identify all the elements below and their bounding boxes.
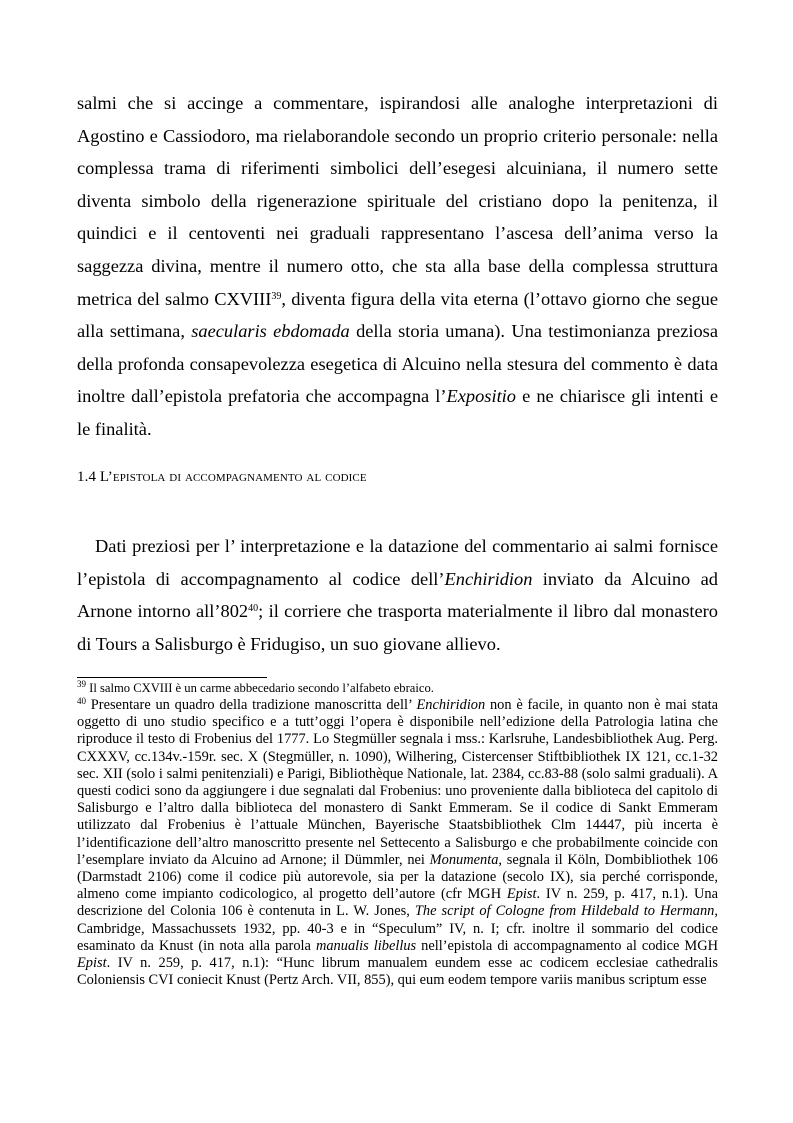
body-paragraph-1: salmi che si accinge a commentare, ispirandosi alle analoghe interpretazioni di Agostino e Cassiodoro, ma rielaborandole secondo un proprio criterio personale: nella complessa trama di riferimenti simbolici dell’esegesi alcuiniana, il numero sette diventa simbolo della rigenerazione spirituale del cristiano dopo la penitenza, il quindici e il centoventi nei graduali rappresentano l’ascesa dell’anima verso la saggezza divina, mentre il numero otto, che sta alla base della complessa struttura metrica del salmo CXVIII$^{39}$, diventa figura della vita eterna (l’ottavo giorno che segue alla settimana, saecularis ebdomada della storia umana). Una testimonianza preziosa della profonda consapevolezza esegetica di Alcuino nella stesura del commento è data inoltre dall’epistola prefatoria che accompagna l’Expositio e ne chiarisce gli intenti e le finalità.	[77, 93, 718, 439]
footnote-ref-40[interactable]: 40	[248, 603, 259, 615]
section-heading: 1.4 L’epistola di accompagnamento al codice	[77, 469, 367, 485]
footnote-39: $^{39}$ Il salmo CXVIII è un carme abbecedario secondo l’alfabeto ebraico.	[77, 679, 434, 695]
footnote-separator	[77, 677, 267, 678]
footnote-ref-39[interactable]: 39	[271, 290, 282, 302]
footnote-40: $^{40}$ Presentare un quadro della tradizione manoscritta dell’ Enchiridion non è facile, in quanto non è mai stata oggetto di uno studio specifico e a tutt’oggi l’opera è disponibile nell’edizione della Patrologia latina che riproduce il testo di Frobenius del 1777. Lo Stegmüller segnala i mss.: Karlsruhe, Landesbibliothek Aug. Perg. CXXXV, cc.134v.-159r. sec. X (Stegmüller, n. 1090), Wilhering, Cistercenser Stiftbibliothek IX 121, cc.1-32 sec. XII (solo i salmi penitenziali) e Parigi, Bibliothèque Nationale, lat. 2384, cc.83-88 (solo salmi graduali). A questi codici sono da aggiungere i due segnalati dal Frobenius: uno proveniente dalla biblioteca del capitolo di Salisburgo e l’altro dalla biblioteca del monastero di Sankt Emmeram. Se il codice di Sankt Emmeram utilizzato dal Frobenius è l’attuale München, Bayerische Staatsbibliothek Clm 14447, più incerta è l’identificazione dell’altro manoscritto presente nel Settecento a Salisburgo e che probabilmente coincide con l’esemplare inviato da Alcuino ad Arnone; il Dümmler, nei Monumenta, segnala il Köln, Dombibliothek 106 (Darmstadt 2106) come il codice più autorevole, sia per la datazione (secolo IX), sia perché corrisponde, almeno come impianto codicologico, al progetto dell’autore (cfr MGH Epist. IV n. 259, p. 417, n.1). Una descrizione del Colonia 106 è contenuta in L. W. Jones, The script of Cologne from Hildebald to Hermann, Cambridge, Massachussets 1932, pp. 40-3 e in “Speculum” IV, n. I; cfr. inoltre il sommario del codice esaminato da Knust (in nota alla parola manualis libellus nell’epistola di accompagnamento al codice MGH Epist. IV n. 259, p. 417, n.1): “Hunc librum manualem eundem esse ac codicem ecclesiae cathedralis Coloniensis CVI coniecit Knust (Pertz Arch. VII, 855), qui eum eodem tempore variis manibus scriptum esse	[77, 696, 719, 989]
body-paragraph-2: Dati preziosi per l’ interpretazione e la datazione del commentario ai salmi fornisce l’epistola di accompagnamento al codice dell’Enchiridion inviato da Alcuino ad Arnone intorno $all’802^{40}$; il corriere che trasporta materialmente il libro dal monastero di Tours a Salisburgo è Fridugiso, un suo giovane allievo.	[77, 536, 719, 654]
